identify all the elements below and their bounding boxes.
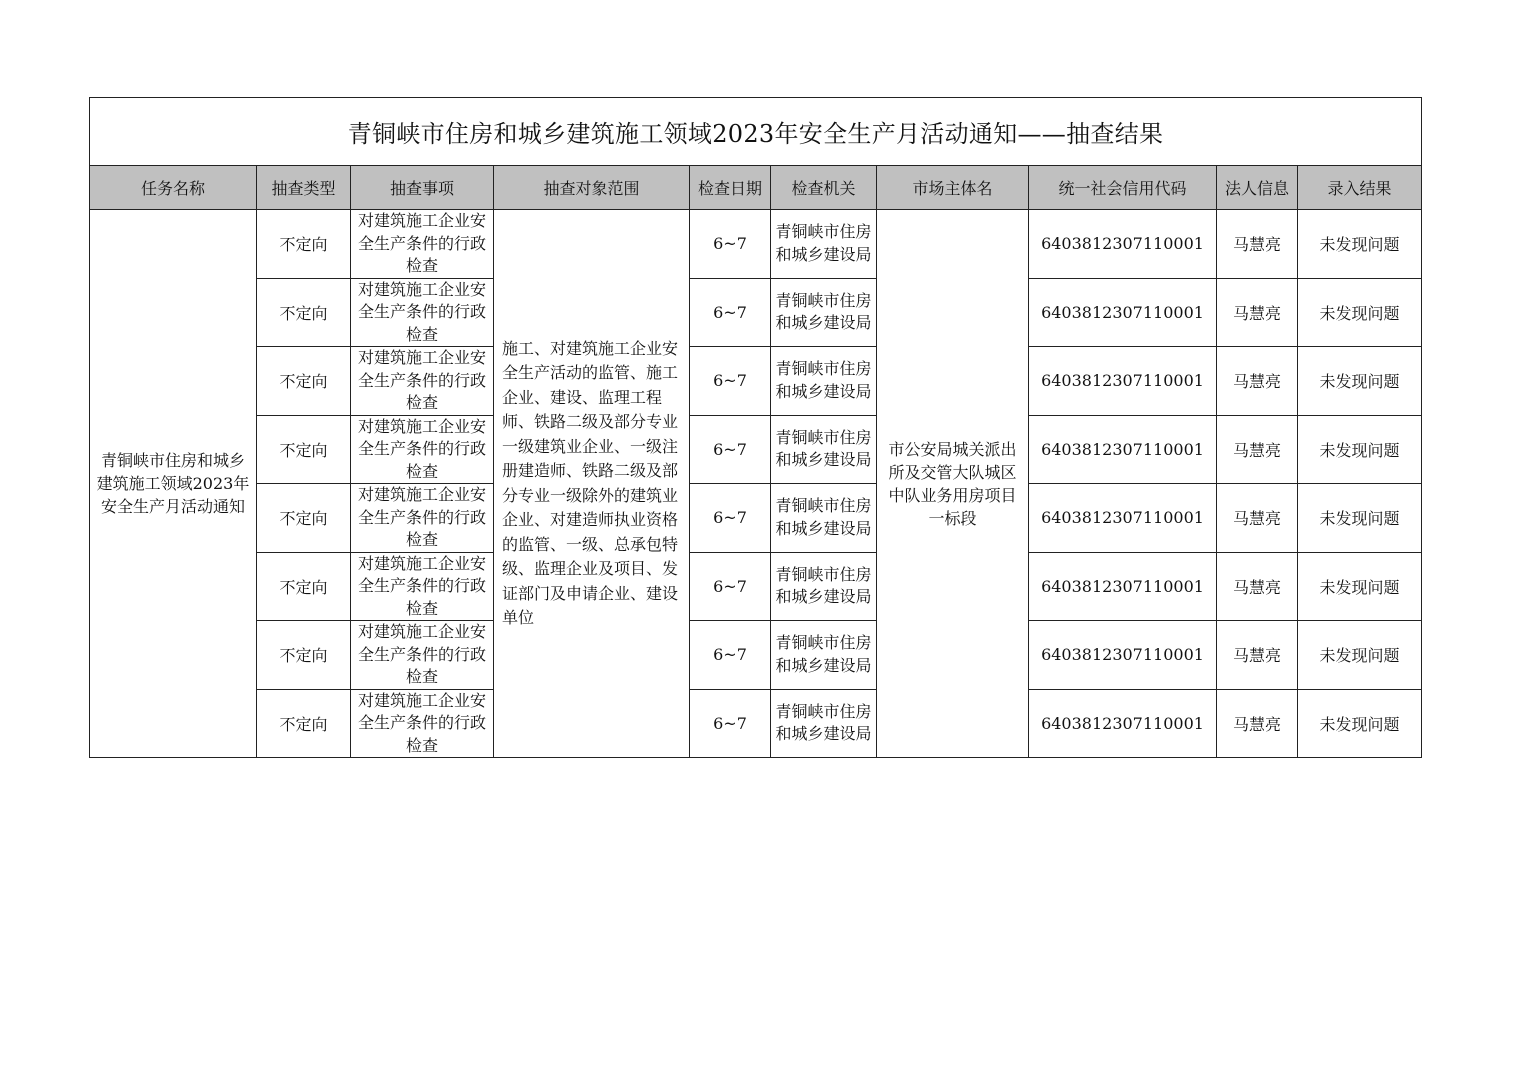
check-item-cell xyxy=(351,278,494,347)
check-date-cell: 6~7 xyxy=(690,552,771,621)
result-cell: 未发现问题 xyxy=(1298,552,1422,621)
task-name-cell-text: 青铜峡市住房和城乡建筑施工领域2023年安全生产月活动通知 xyxy=(96,451,250,516)
check-date-cell: 6~7 xyxy=(690,278,771,347)
header-legal-person: 法人信息 xyxy=(1217,166,1298,210)
check-type-cell: 不定向 xyxy=(257,552,351,621)
legal-person-cell: 马慧亮 xyxy=(1217,689,1298,758)
check-item-cell-text: 对建筑施工企业安全生产条件的行政检查 xyxy=(357,622,486,686)
table-row xyxy=(90,621,1422,690)
table-row xyxy=(90,484,1422,553)
check-type-cell: 不定向 xyxy=(257,347,351,416)
check-item-cell-text: 对建筑施工企业安全生产条件的行政检查 xyxy=(357,485,486,549)
table-row xyxy=(90,278,1422,347)
title-row xyxy=(90,98,1422,166)
check-date-cell: 6~7 xyxy=(690,689,771,758)
credit-code-cell: 6403812307110001 xyxy=(1029,621,1217,690)
legal-person-cell: 马慧亮 xyxy=(1217,621,1298,690)
check-agency-cell-text: 青铜峡市住房和城乡建设局 xyxy=(775,701,872,744)
check-type-cell: 不定向 xyxy=(257,210,351,279)
credit-code-cell: 6403812307110001 xyxy=(1029,689,1217,758)
check-item-cell-text: 对建筑施工企业安全生产条件的行政检查 xyxy=(357,348,486,412)
result-cell: 未发现问题 xyxy=(1298,347,1422,416)
check-agency-cell xyxy=(771,210,877,279)
check-agency-cell-text: 青铜峡市住房和城乡建设局 xyxy=(775,496,872,538)
task-name-cell xyxy=(90,210,257,758)
header-row xyxy=(90,166,1422,210)
table-row xyxy=(90,552,1422,621)
result-cell: 未发现问题 xyxy=(1298,689,1422,758)
check-agency-cell xyxy=(771,484,877,553)
header-check-agency: 检查机关 xyxy=(771,166,877,210)
check-agency-cell-text: 青铜峡市住房和城乡建设局 xyxy=(775,359,872,401)
table-row xyxy=(90,415,1422,484)
check-date-cell: 6~7 xyxy=(690,347,771,416)
check-agency-cell xyxy=(771,347,877,416)
table-row xyxy=(90,689,1422,758)
check-date-cell: 6~7 xyxy=(690,484,771,553)
legal-person-cell: 马慧亮 xyxy=(1217,484,1298,553)
result-cell: 未发现问题 xyxy=(1298,621,1422,690)
check-type-cell: 不定向 xyxy=(257,415,351,484)
check-date-cell: 6~7 xyxy=(690,621,771,690)
check-item-cell-text: 对建筑施工企业安全生产条件的行政检查 xyxy=(357,553,486,618)
check-item-cell-text: 对建筑施工企业安全生产条件的行政检查 xyxy=(357,416,486,481)
check-type-cell: 不定向 xyxy=(257,621,351,690)
check-type-cell: 不定向 xyxy=(257,689,351,758)
inspection-results-table xyxy=(89,97,1422,758)
check-item-cell xyxy=(351,689,494,758)
credit-code-cell: 6403812307110001 xyxy=(1029,347,1217,416)
check-agency-cell xyxy=(771,621,877,690)
table-row xyxy=(90,347,1422,416)
result-cell: 未发现问题 xyxy=(1298,484,1422,553)
check-agency-cell-text: 青铜峡市住房和城乡建设局 xyxy=(775,427,872,470)
check-item-cell xyxy=(351,347,494,416)
legal-person-cell: 马慧亮 xyxy=(1217,210,1298,279)
credit-code-cell: 6403812307110001 xyxy=(1029,484,1217,553)
legal-person-cell: 马慧亮 xyxy=(1217,347,1298,416)
check-scope-cell xyxy=(494,210,690,758)
credit-code-cell: 6403812307110001 xyxy=(1029,210,1217,279)
result-cell: 未发现问题 xyxy=(1298,210,1422,279)
credit-code-cell: 6403812307110001 xyxy=(1029,278,1217,347)
check-item-cell xyxy=(351,621,494,690)
header-credit-code: 统一社会信用代码 xyxy=(1029,166,1217,210)
check-item-cell xyxy=(351,484,494,553)
table-row xyxy=(90,210,1422,279)
header-check-date: 检查日期 xyxy=(690,166,771,210)
check-item-cell-text: 对建筑施工企业安全生产条件的行政检查 xyxy=(357,279,486,344)
check-item-cell-text: 对建筑施工企业安全生产条件的行政检查 xyxy=(357,211,486,275)
check-agency-cell-text: 青铜峡市住房和城乡建设局 xyxy=(775,564,872,607)
header-check-item: 抽查事项 xyxy=(351,166,494,210)
check-agency-cell xyxy=(771,552,877,621)
legal-person-cell: 马慧亮 xyxy=(1217,278,1298,347)
market-entity-cell xyxy=(877,210,1029,758)
header-task-name: 任务名称 xyxy=(90,166,257,210)
check-item-cell xyxy=(351,210,494,279)
check-date-cell: 6~7 xyxy=(690,415,771,484)
check-agency-cell xyxy=(771,689,877,758)
check-scope-cell-text: 施工、对建筑施工企业安全生产活动的监管、施工企业、建设、监理工程师、铁路二级及部分专业一级建筑业企业、一级注册建造师、铁路二级及部分专业一级除外的建筑业企业、对建造师执业资格的监管、一级、总承包特级、监理企业及项目、发证部门及申请企业、建设单位 xyxy=(502,338,679,627)
header-result: 录入结果 xyxy=(1298,166,1422,210)
check-type-cell: 不定向 xyxy=(257,278,351,347)
credit-code-cell: 6403812307110001 xyxy=(1029,552,1217,621)
check-type-cell: 不定向 xyxy=(257,484,351,553)
header-check-scope: 抽查对象范围 xyxy=(494,166,690,210)
header-check-type: 抽查类型 xyxy=(257,166,351,210)
result-cell: 未发现问题 xyxy=(1298,278,1422,347)
legal-person-cell: 马慧亮 xyxy=(1217,552,1298,621)
check-item-cell-text: 对建筑施工企业安全生产条件的行政检查 xyxy=(357,690,486,755)
check-agency-cell xyxy=(771,415,877,484)
check-item-cell xyxy=(351,552,494,621)
check-agency-cell xyxy=(771,278,877,347)
market-entity-cell-text: 市公安局城关派出所及交管大队城区中队业务用房项目一标段 xyxy=(888,439,1017,528)
result-cell: 未发现问题 xyxy=(1298,415,1422,484)
check-agency-cell-text: 青铜峡市住房和城乡建设局 xyxy=(775,633,872,675)
check-agency-cell-text: 青铜峡市住房和城乡建设局 xyxy=(775,222,872,264)
check-agency-cell-text: 青铜峡市住房和城乡建设局 xyxy=(775,290,872,333)
credit-code-cell: 6403812307110001 xyxy=(1029,415,1217,484)
check-date-cell: 6~7 xyxy=(690,210,771,279)
document-title: 青铜峡市住房和城乡建筑施工领域2023年安全生产月活动通知——抽查结果 xyxy=(90,98,1422,166)
header-market-entity: 市场主体名 xyxy=(877,166,1029,210)
check-item-cell xyxy=(351,415,494,484)
legal-person-cell: 马慧亮 xyxy=(1217,415,1298,484)
